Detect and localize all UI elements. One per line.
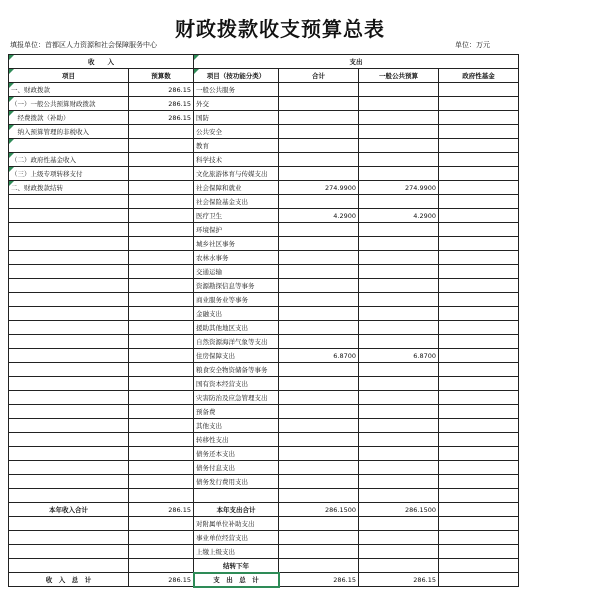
expense-general-cell[interactable] (359, 433, 439, 447)
expense-total-cell[interactable] (279, 111, 359, 125)
expense-general-cell[interactable] (359, 293, 439, 307)
income-item-cell[interactable]: （三）上级专项转移支付 (9, 167, 129, 181)
income-budget-cell[interactable] (129, 405, 194, 419)
page-title: 财政拨款收支预算总表 (175, 17, 385, 41)
budget-table (8, 54, 519, 587)
expense-total-cell[interactable] (279, 489, 359, 503)
expense-general-cell[interactable] (359, 559, 439, 573)
table-row (9, 181, 519, 195)
income-budget-cell[interactable] (129, 377, 194, 391)
expense-govfund-cell[interactable] (439, 293, 519, 307)
table-row (9, 377, 519, 391)
income-item-cell[interactable] (9, 531, 129, 545)
expense-item-cell[interactable]: 公共安全 (194, 125, 279, 139)
income-item-cell[interactable] (9, 223, 129, 237)
income-item-cell[interactable] (9, 545, 129, 559)
income-budget-cell[interactable] (129, 461, 194, 475)
income-item-cell[interactable]: 二、财政拨款结转 (9, 181, 129, 195)
income-item-cell[interactable]: （一）一般公共预算财政拨款 (9, 97, 129, 111)
income-item-cell[interactable] (9, 293, 129, 307)
expense-govfund-cell[interactable] (439, 153, 519, 167)
expense-item-cell[interactable]: 其他支出 (194, 419, 279, 433)
expense-total-cell[interactable] (279, 377, 359, 391)
expense-general-cell[interactable] (359, 377, 439, 391)
expense-govfund-cell[interactable] (439, 349, 519, 363)
column-header-row (9, 69, 519, 83)
expense-general-cell[interactable] (359, 265, 439, 279)
income-budget-cell[interactable] (129, 349, 194, 363)
table-row (9, 223, 519, 237)
expense-item-cell[interactable]: 预备费 (194, 405, 279, 419)
expense-item-cell[interactable]: 资源勘探信息等事务 (194, 279, 279, 293)
income-budget-cell[interactable] (129, 265, 194, 279)
expense-govfund-cell[interactable] (439, 391, 519, 405)
table-row (9, 265, 519, 279)
expense-total-cell[interactable] (279, 531, 359, 545)
income-budget-cell[interactable] (129, 223, 194, 237)
expense-general-cell[interactable] (359, 391, 439, 405)
col-general[interactable]: 一般公共预算 (359, 69, 439, 83)
expense-govfund-cell[interactable] (439, 377, 519, 391)
expense-item-cell[interactable]: 社会保险基金支出 (194, 195, 279, 209)
income-item-cell[interactable] (9, 447, 129, 461)
income-budget-cell[interactable] (129, 335, 194, 349)
table-row (9, 321, 519, 335)
table-row (9, 461, 519, 475)
table-row (9, 251, 519, 265)
expense-item-cell[interactable]: 住房保障支出 (194, 349, 279, 363)
col-budget[interactable]: 预算数 (129, 69, 194, 83)
income-item-cell[interactable] (9, 475, 129, 489)
income-item-cell[interactable] (9, 363, 129, 377)
expense-total-cell[interactable] (279, 433, 359, 447)
expense-total-cell[interactable] (279, 405, 359, 419)
expense-total-cell[interactable] (279, 139, 359, 153)
expense-total-cell[interactable] (279, 153, 359, 167)
expense-govfund-cell[interactable] (439, 475, 519, 489)
table-row (9, 335, 519, 349)
income-item-cell[interactable] (9, 391, 129, 405)
income-budget-cell[interactable] (129, 195, 194, 209)
income-budget-cell[interactable]: 286.15 (129, 573, 194, 587)
expense-item-cell[interactable]: 国有资本经营支出 (194, 377, 279, 391)
income-item-cell[interactable]: 经费拨款（补助） (9, 111, 129, 125)
expense-total-cell[interactable]: 286.1500 (279, 503, 359, 517)
expense-govfund-cell[interactable] (439, 545, 519, 559)
income-budget-cell[interactable] (129, 531, 194, 545)
table-row (9, 237, 519, 251)
expense-item-cell[interactable]: 债务付息支出 (194, 461, 279, 475)
income-item-cell[interactable] (9, 349, 129, 363)
expense-item-cell[interactable]: 环境保护 (194, 223, 279, 237)
expense-general-cell[interactable] (359, 307, 439, 321)
table-row (9, 573, 519, 587)
income-item-cell[interactable]: 本年收入合计 (9, 503, 129, 517)
expense-govfund-cell[interactable] (439, 363, 519, 377)
expense-total-cell[interactable] (279, 475, 359, 489)
income-budget-cell[interactable] (129, 181, 194, 195)
expense-govfund-cell[interactable] (439, 83, 519, 97)
income-item-cell[interactable] (9, 419, 129, 433)
expense-general-cell[interactable] (359, 545, 439, 559)
expense-govfund-cell[interactable] (439, 111, 519, 125)
expense-general-cell[interactable]: 6.8700 (359, 349, 439, 363)
expense-govfund-cell[interactable] (439, 279, 519, 293)
income-budget-cell[interactable] (129, 153, 194, 167)
table-row (9, 503, 519, 517)
expense-general-cell[interactable] (359, 251, 439, 265)
income-budget-cell[interactable]: 286.15 (129, 83, 194, 97)
income-item-cell[interactable] (9, 237, 129, 251)
expense-general-cell[interactable] (359, 279, 439, 293)
income-item-cell[interactable] (9, 335, 129, 349)
income-budget-cell[interactable] (129, 293, 194, 307)
expense-govfund-cell[interactable] (439, 209, 519, 223)
table-row (9, 419, 519, 433)
table-row (9, 475, 519, 489)
expense-total-cell[interactable] (279, 517, 359, 531)
col-total[interactable]: 合计 (279, 69, 359, 83)
col-exp-item[interactable]: 项目（按功能分类） (194, 69, 279, 83)
income-budget-cell[interactable] (129, 419, 194, 433)
table-row (9, 209, 519, 223)
income-budget-cell[interactable] (129, 545, 194, 559)
income-budget-cell[interactable] (129, 363, 194, 377)
income-item-cell[interactable] (9, 461, 129, 475)
expense-general-cell[interactable] (359, 153, 439, 167)
expense-item-cell[interactable]: 教育 (194, 139, 279, 153)
expense-govfund-cell[interactable] (439, 167, 519, 181)
expense-govfund-cell[interactable] (439, 307, 519, 321)
expense-item-cell[interactable]: 交通运输 (194, 265, 279, 279)
table-row (9, 153, 519, 167)
expense-item-cell[interactable]: 国防 (194, 111, 279, 125)
expense-total-cell[interactable]: 4.2900 (279, 209, 359, 223)
income-item-cell[interactable] (9, 433, 129, 447)
expense-general-cell[interactable] (359, 167, 439, 181)
income-budget-cell[interactable]: 286.15 (129, 503, 194, 517)
expense-total-cell[interactable] (279, 83, 359, 97)
income-budget-cell[interactable]: 286.15 (129, 111, 194, 125)
expense-govfund-cell[interactable] (439, 517, 519, 531)
income-item-cell[interactable] (9, 517, 129, 531)
reporting-unit: 填报单位：首都区人力资源和社会保障服务中心 (10, 41, 157, 49)
expense-general-cell[interactable]: 286.15 (359, 573, 439, 587)
income-budget-cell[interactable] (129, 125, 194, 139)
income-budget-cell[interactable] (129, 517, 194, 531)
income-budget-cell[interactable] (129, 391, 194, 405)
expense-item-cell[interactable]: 事业单位经营支出 (194, 531, 279, 545)
expense-govfund-cell[interactable] (439, 559, 519, 573)
expense-general-cell[interactable]: 4.2900 (359, 209, 439, 223)
expense-general-cell[interactable] (359, 475, 439, 489)
expense-govfund-cell[interactable] (439, 139, 519, 153)
table-row (9, 349, 519, 363)
expense-govfund-cell[interactable] (439, 223, 519, 237)
income-item-cell[interactable] (9, 251, 129, 265)
table-row (9, 167, 519, 181)
expense-item-cell[interactable] (194, 489, 279, 503)
expense-item-cell[interactable]: 债务发行费用支出 (194, 475, 279, 489)
income-budget-cell[interactable] (129, 237, 194, 251)
expense-item-cell[interactable]: 结转下年 (194, 559, 279, 573)
table-row (9, 391, 519, 405)
income-budget-cell[interactable] (129, 489, 194, 503)
expense-govfund-cell[interactable] (439, 461, 519, 475)
income-item-cell[interactable] (9, 279, 129, 293)
expense-total-cell[interactable] (279, 125, 359, 139)
income-item-cell[interactable] (9, 405, 129, 419)
expense-general-cell[interactable] (359, 447, 439, 461)
income-budget-cell[interactable] (129, 559, 194, 573)
expense-total-cell[interactable] (279, 335, 359, 349)
expense-govfund-cell[interactable] (439, 265, 519, 279)
expense-item-cell[interactable]: 上缴上级支出 (194, 545, 279, 559)
expense-general-cell[interactable] (359, 489, 439, 503)
expense-general-cell[interactable] (359, 405, 439, 419)
table-row (9, 559, 519, 573)
income-header[interactable]: 收 入 (9, 55, 194, 69)
section-header-row (9, 55, 519, 69)
expense-item-cell[interactable]: 城乡社区事务 (194, 237, 279, 251)
income-item-cell[interactable] (9, 321, 129, 335)
income-budget-cell[interactable] (129, 475, 194, 489)
expense-total-cell[interactable] (279, 251, 359, 265)
income-budget-cell[interactable] (129, 307, 194, 321)
table-row (9, 517, 519, 531)
table-row (9, 545, 519, 559)
expense-total-cell[interactable] (279, 167, 359, 181)
expense-general-cell[interactable] (359, 83, 439, 97)
expense-general-cell[interactable] (359, 461, 439, 475)
expense-general-cell[interactable] (359, 335, 439, 349)
table-row (9, 195, 519, 209)
expense-govfund-cell[interactable] (439, 321, 519, 335)
expense-item-cell[interactable]: 对附属单位补助支出 (194, 517, 279, 531)
table-row (9, 405, 519, 419)
income-item-cell[interactable] (9, 307, 129, 321)
expense-govfund-cell[interactable] (439, 125, 519, 139)
table-row (9, 363, 519, 377)
income-item-cell[interactable] (9, 265, 129, 279)
expense-item-cell[interactable]: 社会保障和就业 (194, 181, 279, 195)
expense-general-cell[interactable]: 274.9900 (359, 181, 439, 195)
income-item-cell[interactable] (9, 195, 129, 209)
table-row (9, 293, 519, 307)
unit-label: 单位：万元 (455, 41, 490, 49)
expense-govfund-cell[interactable] (439, 573, 519, 587)
income-budget-cell[interactable] (129, 321, 194, 335)
income-item-cell[interactable]: （二）政府性基金收入 (9, 153, 129, 167)
expense-item-cell[interactable]: 商业服务业等事务 (194, 293, 279, 307)
expense-header[interactable]: 支出 (194, 55, 519, 69)
expense-item-cell[interactable]: 自然资源海洋气象等支出 (194, 335, 279, 349)
expense-general-cell[interactable] (359, 97, 439, 111)
income-item-cell[interactable] (9, 559, 129, 573)
expense-general-cell[interactable] (359, 195, 439, 209)
table-row (9, 433, 519, 447)
expense-govfund-cell[interactable] (439, 181, 519, 195)
expense-govfund-cell[interactable] (439, 97, 519, 111)
expense-item-cell[interactable]: 文化旅游体育与传媒支出 (194, 167, 279, 181)
expense-item-cell[interactable]: 本年支出合计 (194, 503, 279, 517)
expense-total-cell[interactable] (279, 307, 359, 321)
income-budget-cell[interactable] (129, 167, 194, 181)
col-gov-fund[interactable]: 政府性基金 (439, 69, 519, 83)
expense-total-cell[interactable] (279, 293, 359, 307)
income-item-cell[interactable]: 一、财政拨款 (9, 83, 129, 97)
expense-item-cell[interactable]: 医疗卫生 (194, 209, 279, 223)
expense-general-cell[interactable] (359, 237, 439, 251)
expense-total-cell[interactable]: 274.9900 (279, 181, 359, 195)
income-budget-cell[interactable] (129, 251, 194, 265)
table-row (9, 447, 519, 461)
expense-general-cell[interactable] (359, 321, 439, 335)
table-row (9, 111, 519, 125)
expense-general-cell[interactable] (359, 363, 439, 377)
expense-total-cell[interactable]: 6.8700 (279, 349, 359, 363)
expense-total-cell[interactable] (279, 461, 359, 475)
table-row (9, 489, 519, 503)
income-item-cell[interactable]: 收 入 总 计 (9, 573, 129, 587)
expense-total-cell[interactable] (279, 279, 359, 293)
expense-general-cell[interactable]: 286.1500 (359, 503, 439, 517)
expense-item-cell[interactable]: 金融支出 (194, 307, 279, 321)
expense-item-cell[interactable]: 粮食安全物资储备等事务 (194, 363, 279, 377)
expense-item-cell[interactable]: 援助其他地区支出 (194, 321, 279, 335)
expense-govfund-cell[interactable] (439, 251, 519, 265)
expense-total-cell[interactable] (279, 363, 359, 377)
income-item-cell[interactable] (9, 139, 129, 153)
expense-general-cell[interactable] (359, 531, 439, 545)
table-row (9, 139, 519, 153)
expense-general-cell[interactable] (359, 139, 439, 153)
expense-total-cell[interactable] (279, 545, 359, 559)
expense-govfund-cell[interactable] (439, 447, 519, 461)
expense-general-cell[interactable] (359, 419, 439, 433)
expense-general-cell[interactable] (359, 125, 439, 139)
expense-govfund-cell[interactable] (439, 195, 519, 209)
income-budget-cell[interactable] (129, 447, 194, 461)
expense-item-cell[interactable]: 科学技术 (194, 153, 279, 167)
expense-total-cell[interactable] (279, 321, 359, 335)
expense-general-cell[interactable] (359, 223, 439, 237)
table-row (9, 97, 519, 111)
table-row (9, 125, 519, 139)
income-budget-cell[interactable] (129, 279, 194, 293)
table-row (9, 531, 519, 545)
income-item-cell[interactable]: 纳入预算管理的非税收入 (9, 125, 129, 139)
expense-govfund-cell[interactable] (439, 419, 519, 433)
expense-item-cell[interactable]: 一般公共服务 (194, 83, 279, 97)
income-budget-cell[interactable]: 286.15 (129, 97, 194, 111)
expense-general-cell[interactable] (359, 517, 439, 531)
table-row (9, 83, 519, 97)
expense-total-cell[interactable] (279, 419, 359, 433)
expense-govfund-cell[interactable] (439, 433, 519, 447)
expense-total-cell[interactable] (279, 447, 359, 461)
expense-total-cell[interactable] (279, 195, 359, 209)
expense-item-cell[interactable]: 农林水事务 (194, 251, 279, 265)
expense-govfund-cell[interactable] (439, 405, 519, 419)
income-budget-cell[interactable] (129, 433, 194, 447)
expense-total-cell[interactable] (279, 97, 359, 111)
income-item-cell[interactable] (9, 377, 129, 391)
expense-govfund-cell[interactable] (439, 489, 519, 503)
income-budget-cell[interactable] (129, 209, 194, 223)
expense-govfund-cell[interactable] (439, 531, 519, 545)
table-row (9, 279, 519, 293)
expense-govfund-cell[interactable] (439, 237, 519, 251)
expense-item-cell[interactable]: 灾害防治及应急管理支出 (194, 391, 279, 405)
expense-total-cell[interactable] (279, 265, 359, 279)
expense-govfund-cell[interactable] (439, 335, 519, 349)
expense-general-cell[interactable] (359, 111, 439, 125)
expense-total-cell[interactable] (279, 559, 359, 573)
table-row (9, 307, 519, 321)
income-budget-cell[interactable] (129, 139, 194, 153)
expense-govfund-cell[interactable] (439, 503, 519, 517)
col-item[interactable]: 项目 (9, 69, 129, 83)
expense-total-cell[interactable] (279, 223, 359, 237)
income-item-cell[interactable] (9, 489, 129, 503)
expense-total-cell[interactable] (279, 237, 359, 251)
income-item-cell[interactable] (9, 209, 129, 223)
expense-item-cell[interactable]: 转移性支出 (194, 433, 279, 447)
expense-item-cell[interactable]: 外交 (194, 97, 279, 111)
expense-item-cell[interactable]: 支 出 总 计 (194, 573, 279, 587)
expense-item-cell[interactable]: 债务还本支出 (194, 447, 279, 461)
expense-total-cell[interactable] (279, 391, 359, 405)
expense-total-cell[interactable]: 286.15 (279, 573, 359, 587)
